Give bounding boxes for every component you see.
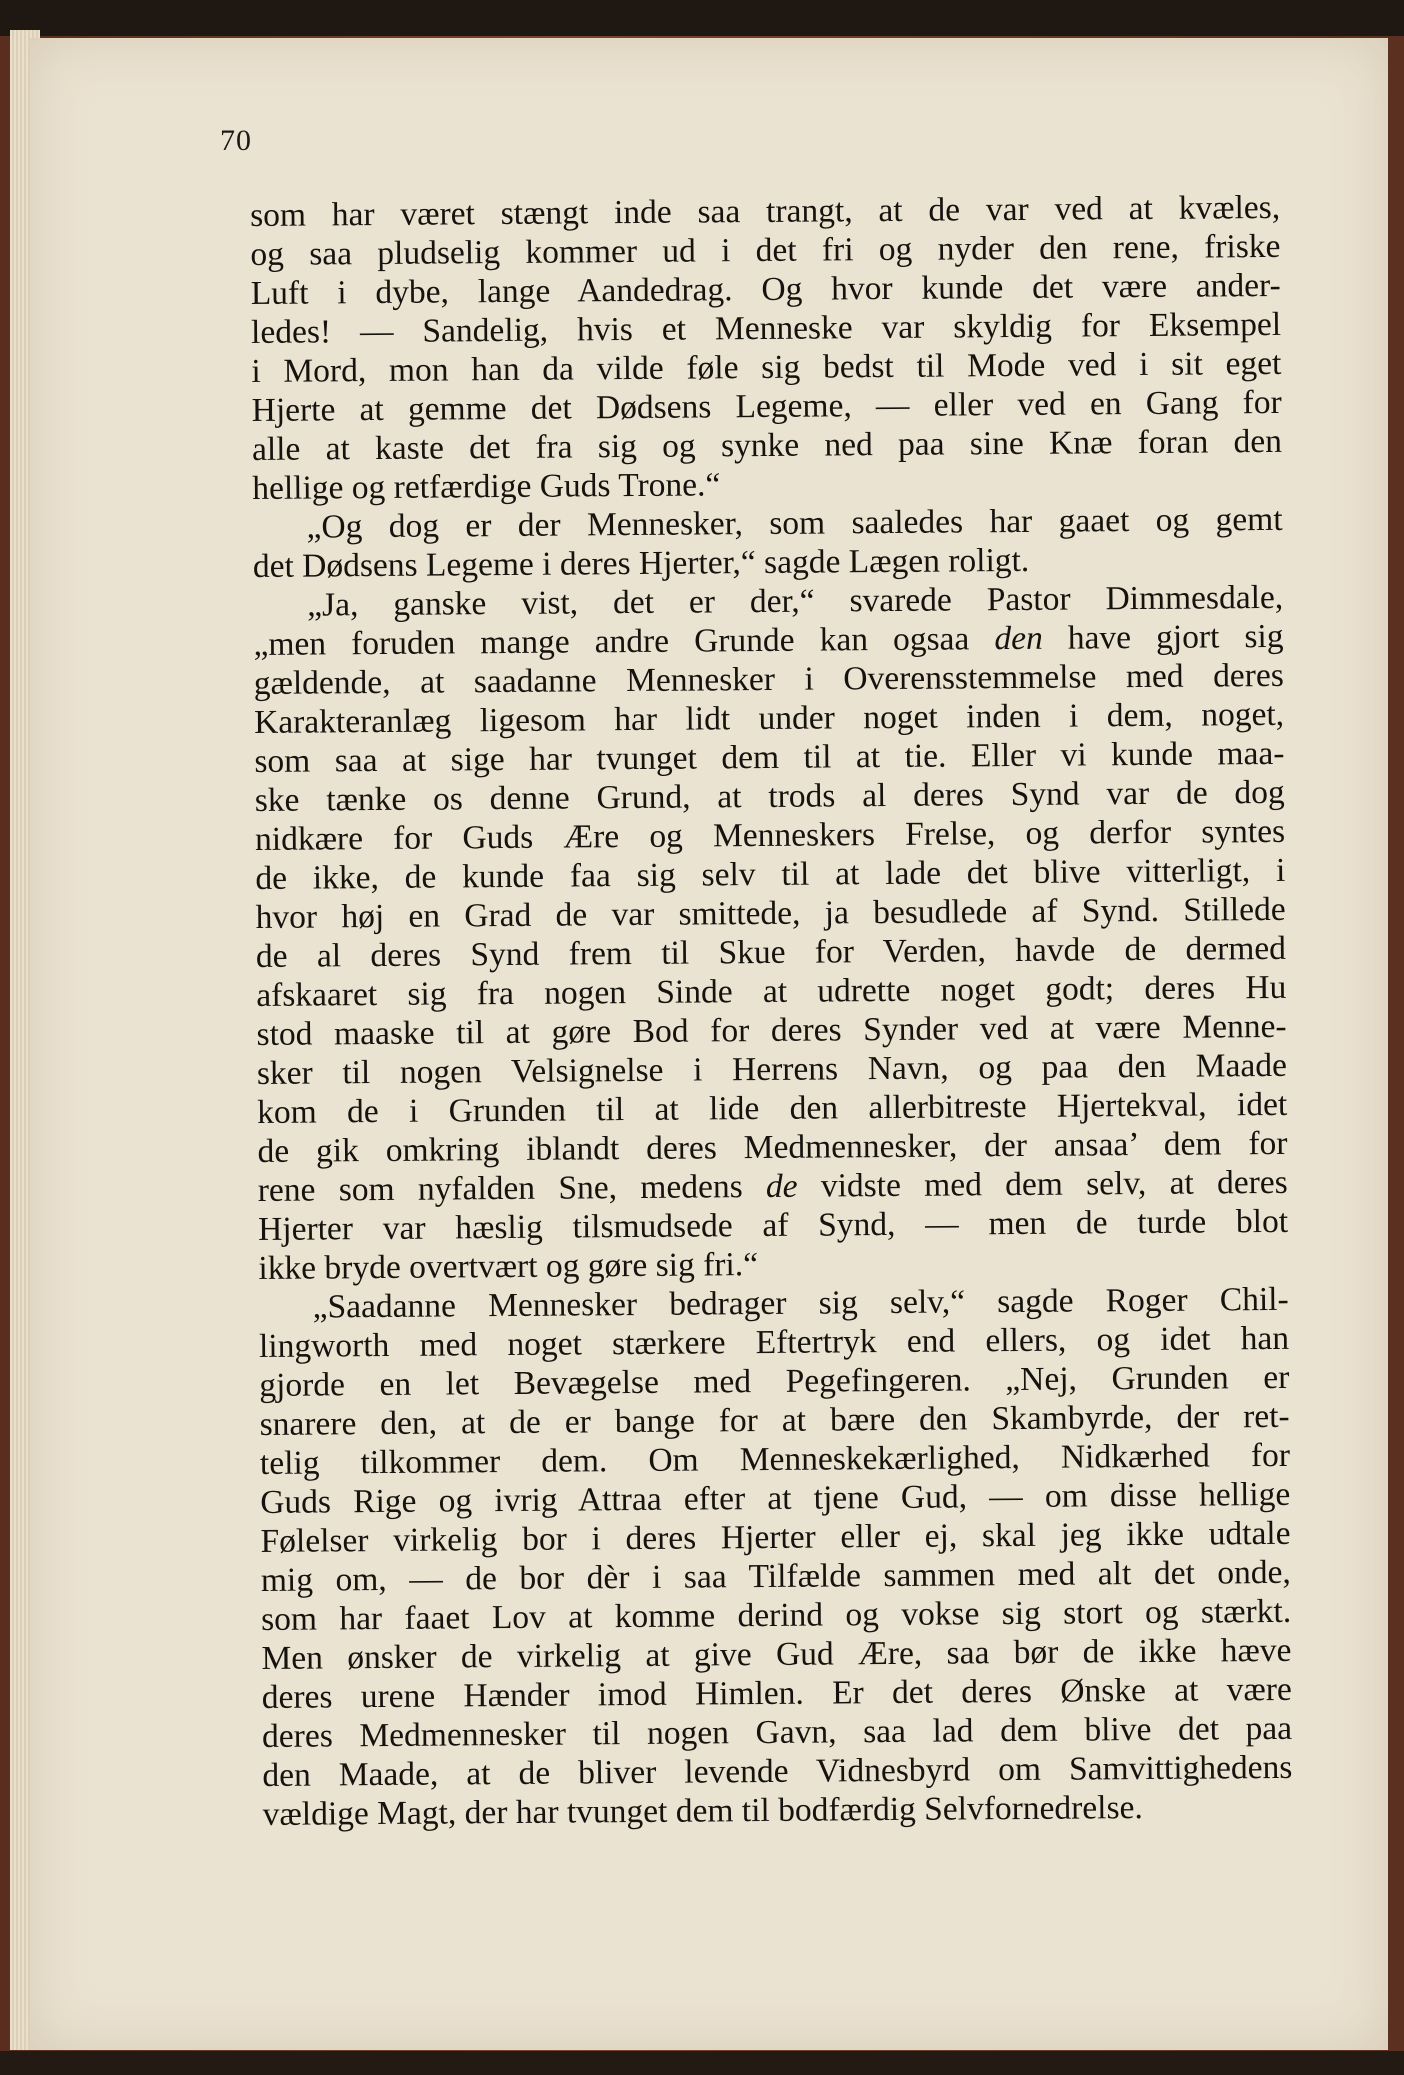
text-line: Følelser virkelig bor i deres Hjerter eller ej, skal jeg ikke udtale <box>260 1514 1291 1560</box>
text-line: vældige Magt, der har tvunget dem til bodfærdig Selvfornedrelse. <box>262 1789 1143 1833</box>
text-line: Luft i dybe, lange Aandedrag. Og hvor kunde det være ander- <box>250 266 1281 312</box>
text-line: deres Medmennesker til nogen Gavn, saa lad dem blive det paa <box>261 1709 1293 1755</box>
text-line: „Saadanne Mennesker bedrager sig selv,“ sagde Roger Chil- <box>312 1280 1289 1326</box>
text-line: de ikke, de kunde faa sig selv til at lade det blive vitterligt, i <box>255 851 1286 897</box>
text-line: ske tænke os denne Grund, at trods al deres Synd var de dog <box>254 773 1285 819</box>
text-line: lingworth med noget stærkere Eftertryk end ellers, og idet han <box>258 1319 1290 1365</box>
emphasis: de <box>765 1167 798 1205</box>
text-line: hvor høj en Grad de var smittede, ja besudlede af Synd. Stillede <box>255 890 1286 936</box>
text-line: ikke bryde overtvært og gøre sig fri.“ <box>258 1246 759 1287</box>
text-run: vidste med dem selv, at deres <box>797 1163 1288 1205</box>
text-line: som har faaet Lov at komme derind og vokse sig stort og stærkt. <box>261 1592 1292 1638</box>
text-line: Karakteranlæg ligesom har lidt under noget inden i dem, noget, <box>253 695 1285 741</box>
text-run: „men foruden mange andre Grunde kan ogsaa <box>253 620 995 663</box>
text-run: rene som nyfalden Sne, medens <box>257 1167 767 1209</box>
text-line: telig tilkommer dem. Om Menneskekærlighed, Nidkærhed for <box>259 1436 1291 1482</box>
text-line: gjorde en let Bevægelse med Pegefingeren. „Nej, Grunden er <box>259 1358 1290 1404</box>
text-line: gældende, at saadanne Mennesker i Overensstemmelse med deres <box>253 656 1284 702</box>
text-line: Guds Rige og ivrig Attraa efter at tjene Gud, — om disse hellige <box>260 1475 1291 1521</box>
text-line: „Og dog er der Mennesker, som saaledes har gaaet og gemt <box>306 500 1283 546</box>
emphasis: den <box>994 619 1043 658</box>
text-line: de gik omkring iblandt deres Medmennesker, der ansaa’ dem for <box>257 1124 1288 1170</box>
text-line: kom de i Grunden til at lide den allerbitreste Hjertekval, idet <box>257 1085 1288 1131</box>
text-line: som har været stængt inde saa trangt, at de var ved at kvæles, <box>250 188 1281 234</box>
text-line: snarere den, at de er bange for at bære den Skambyrde, der ret- <box>259 1397 1290 1443</box>
text-line: som saa at sige har tvunget dem til at tie. Eller vi kunde maa- <box>254 734 1285 780</box>
text-line: deres urene Hænder imod Himlen. Er det deres Ønske at være <box>261 1670 1292 1716</box>
text-line: Men ønsker de virkelig at give Gud Ære, saa bør de ikke hæve <box>261 1631 1292 1677</box>
text-line: alle at kaste det fra sig og synke ned paa sine Knæ foran den <box>251 422 1283 468</box>
text-line: sker til nogen Velsignelse i Herrens Navn, og paa den Maade <box>256 1046 1288 1092</box>
page-number: 70 <box>220 124 252 157</box>
text-line: „Ja, ganske vist, det er der,“ svarede Pastor Dimmesdale, <box>307 578 1284 624</box>
text-line: Hjerte at gemme det Dødsens Legeme, — eller ved en Gang for <box>251 383 1282 429</box>
text-line: i Mord, mon han da vilde føle sig bedst til Mode ved i sit eget <box>251 344 1282 390</box>
text-line: afskaaret sig fra nogen Sinde at udrette noget godt; deres Hu <box>256 968 1287 1014</box>
text-line: nidkære for Guds Ære og Menneskers Frelse, og derfor syntes <box>254 812 1286 858</box>
body-text <box>250 188 1293 1834</box>
text-line: den Maade, at de bliver levende Vidnesbyrd om Samvittighedens <box>262 1748 1293 1794</box>
text-line: Hjerter var hæslig tilsmudsede af Synd, — men de turde blot <box>257 1202 1289 1248</box>
book-binding-bottom <box>0 2051 1404 2075</box>
text-line: det Dødsens Legeme i deres Hjerter,“ sagde Lægen roligt. <box>252 541 1030 585</box>
text-line: og saa pludselig kommer ud i det fri og nyder den rene, friske <box>250 227 1281 273</box>
book-binding-top <box>0 0 1404 36</box>
text-run: have gjort sig <box>1042 617 1284 657</box>
text-line: de al deres Synd frem til Skue for Verden, havde de dermed <box>255 929 1287 975</box>
text-line: ledes! — Sandelig, hvis et Menneske var skyldig for Eksempel <box>250 305 1282 351</box>
text-line: stod maaske til at gøre Bod for deres Synder ved at være Menne- <box>256 1007 1287 1053</box>
text-line: hellige og retfærdige Guds Trone.“ <box>252 466 721 507</box>
text-line: mig om, — de bor dèr i saa Tilfælde sammen med alt det onde, <box>260 1553 1291 1599</box>
